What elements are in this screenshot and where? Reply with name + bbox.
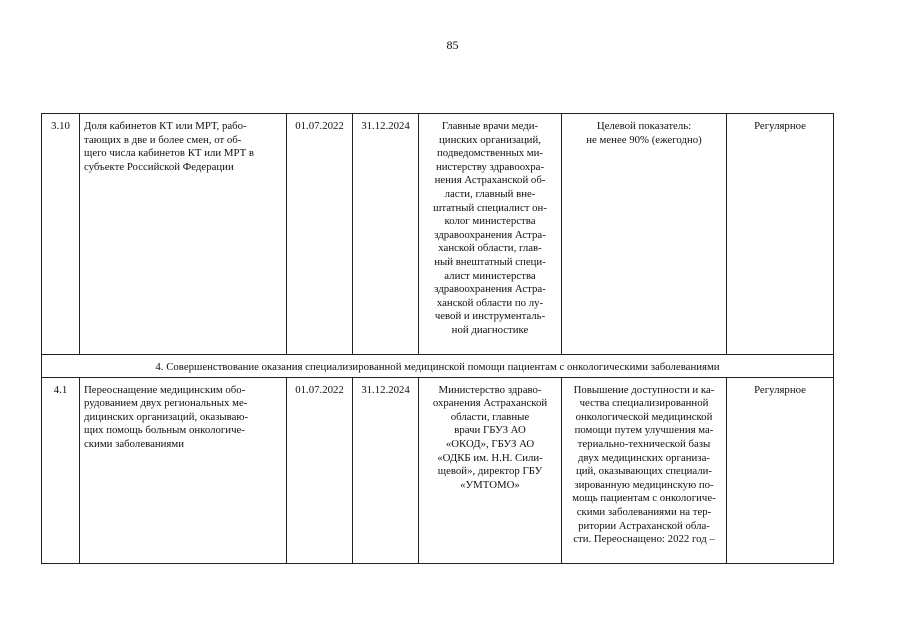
text-line: колог министерства [444, 215, 536, 228]
text-line: цинских организаций, [439, 133, 541, 146]
text-line: Доля кабинетов КТ или МРТ, рабо- [84, 120, 247, 132]
text-line: не менее 90% (ежегодно) [586, 133, 702, 146]
text-line: ханской области, глав- [438, 242, 542, 255]
text-line: чества специализированной [579, 397, 709, 410]
text-line: ный внештатный специ- [434, 255, 546, 268]
row-number: 4.1 [42, 377, 80, 563]
control-type: Регулярное [727, 377, 834, 563]
text-line: щих помощь больным онкологиче- [84, 424, 245, 437]
text-line: териально-технической базы [577, 437, 711, 450]
text-line: Главные врачи меди- [441, 120, 539, 132]
section-row [42, 355, 834, 378]
text-line: здравоохранения Астра- [434, 283, 546, 296]
text-line: зированную медицинскую по- [574, 478, 714, 491]
table-row [42, 377, 834, 563]
text-line: сти. Переоснащено: 2022 год – [573, 533, 715, 546]
text-line: подведомственных ми- [436, 147, 543, 160]
text-line: области, главные [450, 410, 530, 423]
table-row [42, 114, 834, 355]
row-number: 3.10 [42, 114, 80, 355]
text-line: «ОДКБ им. Н.Н. Сили- [437, 451, 543, 464]
text-line: «УМТОМО» [460, 478, 520, 491]
measure-name [80, 114, 287, 355]
measure-name [80, 377, 287, 563]
text-line: рудованием двух региональных ме- [84, 397, 248, 410]
responsible [419, 377, 562, 563]
text-line: нения Астраханской об- [434, 174, 546, 187]
responsible [419, 114, 562, 355]
text-line: ной диагностике [451, 323, 529, 336]
section-heading: 4. Совершенствование оказания специализированной медицинской помощи пациентам с онкологическими заболеваниями [42, 355, 834, 378]
text-line: скими заболеваниями на тер- [576, 505, 712, 518]
text-line: Целевой показатель: [596, 120, 692, 132]
result [562, 377, 727, 563]
text-line: «ОКОД», ГБУЗ АО [445, 437, 535, 450]
text-line: помощи путем улучшения ма- [574, 424, 714, 437]
text-line: ритории Астраханской обла- [578, 519, 710, 532]
text-line: скими заболеваниями [84, 437, 184, 450]
result [562, 114, 727, 355]
text-line: алист министерства [444, 269, 536, 282]
start-date: 01.07.2022 [287, 377, 353, 563]
text-line: двух медицинских организа- [578, 451, 710, 464]
text-line: Переоснащение медицинским обо- [84, 383, 246, 396]
text-line: тающих в две и более смен, от об- [84, 133, 242, 146]
text-line: мощь пациентам с онкологиче- [572, 492, 716, 505]
text-line: щего числа кабинетов КТ или МРТ в [84, 147, 254, 160]
text-line: чевой и инструменталь- [434, 310, 546, 323]
text-line: ханской области по лу- [436, 296, 544, 309]
page-number: 85 [446, 38, 459, 52]
text-line: субъекте Российской Федерации [84, 160, 234, 173]
text-line: здравоохранения Астра- [434, 228, 546, 241]
text-line: онкологической медицинской [575, 410, 713, 423]
text-line: нистерству здравоохра- [435, 160, 545, 173]
measures-table [41, 113, 834, 564]
text-line: штатный специалист он- [433, 201, 547, 214]
end-date: 31.12.2024 [353, 114, 419, 355]
text-line: Повышение доступности и ка- [573, 383, 715, 396]
text-line: дицинских организаций, оказываю- [84, 410, 249, 423]
text-line: охранения Астраханской [432, 397, 548, 410]
start-date: 01.07.2022 [287, 114, 353, 355]
control-type: Регулярное [727, 114, 834, 355]
end-date: 31.12.2024 [353, 377, 419, 563]
text-line: щевой», директор ГБУ [437, 465, 543, 478]
text-line: ций, оказывающих специали- [575, 465, 713, 478]
text-line: врачи ГБУЗ АО [454, 424, 526, 437]
text-line: ласти, главный вне- [444, 187, 536, 200]
text-line: Министерство здраво- [438, 383, 542, 396]
